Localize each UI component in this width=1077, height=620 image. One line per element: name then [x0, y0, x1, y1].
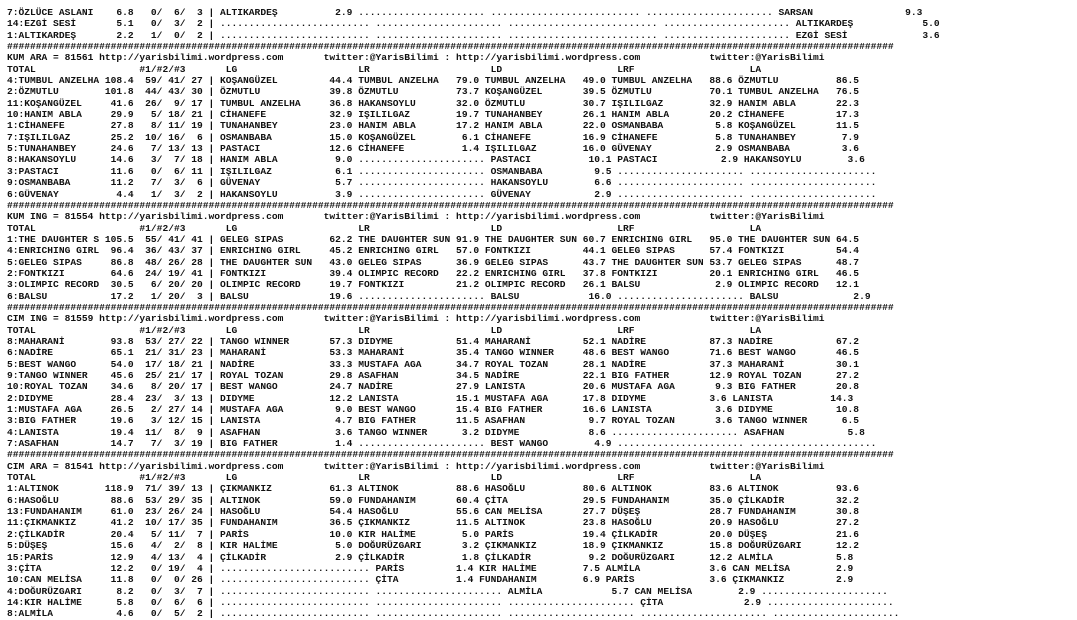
separator-line: ##########################################################################################################################################################	[7, 449, 894, 461]
separator-line: ##########################################################################################################################################################	[7, 41, 894, 53]
race-header-line: CIM ARA = 81541 http://yarisbilimi.wordpress.com twitter:@YarisBilimi : http://yarisbilimi.wordpress.com twitter:@YarisBilimi	[7, 460, 825, 472]
runner-row: 5:GELEG SIPAS 86.8 48/ 26/ 28 | THE DAUGHTER SUN 43.0 GELEG SIPAS 36.9 GELEG SIPAS 43.7 THE DAUGHTER SUN 53.7 GELEG SIPAS 48.7	[7, 256, 860, 268]
runner-row: 5:DÜŞEŞ 15.6 4/ 2/ 8 | KIR HALİME 5.0 DOĞURÜZGARI 3.2 ÇIKMANKIZ 18.9 ÇIKMANKIZ 15.8 DOĞURÜZGARI 12.2	[7, 540, 860, 552]
runner-row: 4:TUMBUL ANZELHA 108.4 59/ 41/ 27 | KOŞANGÜZEL 44.4 TUMBUL ANZELHA 79.0 TUMBUL ANZELHA 49.0 TUMBUL ANZELHA 88.6 ÖZMUTLU 86.5	[7, 75, 860, 87]
column-header-line: TOTAL #1/#2/#3 LG LR LD LRF LA	[7, 472, 762, 484]
runner-row: 1:ALTIKARDEŞ 2.2 1/ 0/ 2 | .......................... ...................... .......................... ...................... EZGİ SESİ 3.6	[7, 29, 940, 41]
runner-row: 3:OLIMPIC RECORD 30.5 6/ 20/ 20 | OLIMPIC RECORD 19.7 FONTKIZI 21.2 OLIMPIC RECORD 26.1 BALSU 2.9 OLIMPIC RECORD 12.1	[7, 279, 860, 291]
race-header-line: KUM ARA = 81561 http://yarisbilimi.wordpress.com twitter:@YarisBilimi : http://yarisbilimi.wordpress.com twitter:@YarisBilimi	[7, 52, 825, 64]
runner-row: 2:FONTKIZI 64.6 24/ 19/ 41 | FONTKIZI 39.4 OLIMPIC RECORD 22.2 ENRICHING GIRL 37.8 FONTKIZI 20.1 ENRICHING GIRL 46.5	[7, 267, 860, 279]
runner-row: 2:ÇİLKADİR 20.4 5/ 11/ 7 | PARİS 10.0 KIR HALİME 5.0 PARİS 19.4 ÇİLKADİR 20.0 DÜŞEŞ 21.6	[7, 528, 860, 540]
runner-row: 3:PASTACI 11.6 0/ 6/ 11 | IŞILILGAZ 6.1 ...................... OSMANBABA 9.5 ...................... ......................	[7, 165, 877, 177]
race-header-line: KUM ING = 81554 http://yarisbilimi.wordpress.com twitter:@YarisBilimi : http://yarisbilimi.wordpress.com twitter:@YarisBilimi	[7, 211, 825, 223]
runner-row: 7:IŞILILGAZ 25.2 10/ 16/ 6 | OSMANBABA 15.0 KOŞANGÜZEL 6.1 CİHANEFE 16.9 CİHANEFE 5.8 TUNAHANBEY 7.9	[7, 131, 860, 143]
separator-line: ##########################################################################################################################################################	[7, 301, 894, 313]
runner-row: 8:HAKANSOYLU 14.6 3/ 7/ 18 | HANIM ABLA 9.0 ...................... PASTACI 10.1 PASTACI 2.9 HAKANSOYLU 3.6	[7, 154, 865, 166]
runner-row: 7:ASAFHAN 14.7 7/ 3/ 19 | BIG FATHER 1.4 ...................... BEST WANGO 4.9 ...................... ......................	[7, 438, 877, 450]
runner-row: 1:ALTINOK 118.9 71/ 39/ 13 | ÇIKMANKIZ 61.3 ALTINOK 88.6 HASOĞLU 80.6 ALTINOK 83.6 ALTINOK 93.6	[7, 483, 860, 495]
separator-line: ##########################################################################################################################################################	[7, 199, 894, 211]
runner-row: 4:LANISTA 19.4 11/ 8/ 9 | ASAFHAN 3.6 TANGO WINNER 3.2 DIDYME 8.6 ...................... ASAFHAN 5.8	[7, 426, 865, 438]
runner-row: 9:TANGO WINNER 45.6 25/ 21/ 17 | ROYAL TOZAN 29.8 ASAFHAN 34.5 NADİRE 22.1 BIG FATHER 12.9 ROYAL TOZAN 27.2	[7, 370, 860, 381]
runner-row: 2:ÖZMUTLU 101.8 44/ 43/ 30 | ÖZMUTLU 39.8 ÖZMUTLU 73.7 KOŞANGÜZEL 39.5 ÖZMUTLU 70.1 TUMBUL ANZELHA 76.5	[7, 86, 860, 98]
runner-row: 5:BEST WANGO 54.0 17/ 18/ 21 | NADİRE 33.3 MUSTAFA AGA 34.7 ROYAL TOZAN 28.1 NADİRE 37.3 MAHARANİ 30.1	[7, 358, 860, 370]
column-header-line: TOTAL #1/#2/#3 LG LR LD LRF LA	[7, 324, 762, 336]
race-header-line: CIM ING = 81559 http://yarisbilimi.wordpress.com twitter:@YarisBilimi : http://yarisbilimi.wordpress.com twitter:@YarisBilimi	[7, 313, 825, 325]
runner-row: 4:DOĞURÜZGARI 8.2 0/ 3/ 7 | .......................... ...................... ALMİLA 5.7 CAN MELİSA 2.9 ......................	[7, 585, 888, 597]
runner-row: 11:KOŞANGÜZEL 41.6 26/ 9/ 17 | TUMBUL ANZELHA 36.8 HAKANSOYLU 32.0 ÖZMUTLU 30.7 IŞILILGAZ 32.9 HANIM ABLA 22.3	[7, 97, 860, 109]
runner-row: 6:NADİRE 65.1 21/ 31/ 23 | MAHARANİ 53.3 MAHARANİ 35.4 TANGO WINNER 48.6 BEST WANGO 71.6 BEST WANGO 46.5	[7, 347, 860, 359]
runner-row: 2:DIDYME 28.4 23/ 3/ 13 | DIDYME 12.2 LANISTA 15.1 MUSTAFA AGA 17.8 DIDYME 3.6 LANISTA 14.3	[7, 392, 854, 404]
runner-row: 11:ÇIKMANKIZ 41.2 10/ 17/ 35 | FUNDAHANIM 36.5 ÇIKMANKIZ 11.5 ALTINOK 23.8 HASOĞLU 20.9 HASOĞLU 27.2	[7, 517, 860, 529]
column-header-line: TOTAL #1/#2/#3 LG LR LD LRF LA	[7, 222, 762, 234]
runner-row: 14:KIR HALİME 5.8 0/ 6/ 6 | .......................... ...................... ...................... ÇİTA 2.9 ......................	[7, 596, 894, 608]
runner-row: 6:BALSU 17.2 1/ 20/ 3 | BALSU 19.6 ...................... BALSU 16.0 ...................... BALSU 2.9	[7, 290, 871, 302]
runner-row: 9:OSMANBABA 11.2 7/ 3/ 6 | GÜVENAY 5.7 ...................... HAKANSOYLU 6.6 ...................... ......................	[7, 177, 877, 189]
runner-row: 8:MAHARANİ 93.8 53/ 27/ 22 | TANGO WINNER 57.3 DIDYME 51.4 MAHARANİ 52.1 NADİRE 87.3 NADİRE 67.2	[7, 335, 860, 347]
runner-row: 8:ALMİLA 4.6 0/ 5/ 2 | .......................... ...................... ...................... ...................... ......................	[7, 608, 900, 620]
runner-row: 7:ÖZLÜCE ASLANI 6.8 0/ 6/ 3 | ALTIKARDEŞ 2.9 ...................... .......................... ...................... SARSAN 9.3	[7, 7, 923, 18]
runner-row: 10:CAN MELİSA 11.8 0/ 0/ 26 | .......................... ÇİTA 1.4 FUNDAHANIM 6.9 PARİS 3.6 ÇIKMANKIZ 2.9	[7, 574, 854, 586]
runner-row: 10:HANIM ABLA 29.9 5/ 18/ 21 | CİHANEFE 32.9 IŞILILGAZ 19.7 TUNAHANBEY 26.1 HANIM ABLA 20.2 CİHANEFE 17.3	[7, 109, 860, 121]
runner-row: 1:THE DAUGHTER S 105.5 55/ 41/ 41 | GELEG SIPAS 62.2 THE DAUGHTER SUN 91.9 THE DAUGHTER SUN 60.7 ENRICHING GIRL 95.0 THE DAUGHTER SUN 64.5	[7, 233, 860, 245]
runner-row: 15:PARİS 12.9 4/ 13/ 4 | ÇİLKADİR 2.9 ÇİLKADİR 1.8 ÇİLKADİR 9.2 DOĞURÜZGARI 12.2 ALMİLA 5.8	[7, 551, 854, 563]
runner-row: 3:BIG FATHER 19.6 3/ 12/ 15 | LANISTA 4.7 BIG FATHER 11.5 ASAFHAN 9.7 ROYAL TOZAN 3.6 TANGO WINNER 6.5	[7, 415, 860, 427]
runner-row: 4:ENRICHING GIRL 96.4 36/ 43/ 37 | ENRICHING GIRL 45.2 ENRICHING GIRL 57.0 FONTKIZI 44.1 GELEG SIPAS 57.4 FONTKIZI 54.4	[7, 245, 860, 257]
runner-row: 6:HASOĞLU 88.6 53/ 29/ 35 | ALTINOK 59.0 FUNDAHANIM 60.4 ÇİTA 29.5 FUNDAHANIM 35.0 ÇİLKADİR 32.2	[7, 494, 860, 506]
column-header-line: TOTAL #1/#2/#3 LG LR LD LRF LA	[7, 63, 762, 75]
runner-row: 1:MUSTAFA AGA 26.5 2/ 27/ 14 | MUSTAFA AGA 9.0 BEST WANGO 15.4 BIG FATHER 16.6 LANISTA 3.6 DIDYME 10.8	[7, 404, 860, 416]
runner-row: 1:CİHANEFE 27.8 8/ 11/ 19 | TUNAHANBEY 23.0 HANIM ABLA 17.2 HANIM ABLA 22.0 OSMANBABA 5.8 KOŞANGÜZEL 11.5	[7, 120, 860, 132]
runner-row: 5:TUNAHANBEY 24.6 7/ 13/ 13 | PASTACI 12.6 CİHANEFE 1.4 IŞILILGAZ 16.0 GÜVENAY 2.9 OSMANBABA 3.6	[7, 143, 860, 155]
runner-row: 13:FUNDAHANIM 61.0 23/ 26/ 24 | HASOĞLU 54.4 HASOĞLU 55.6 CAN MELİSA 27.7 DÜŞEŞ 28.7 FUNDAHANIM 30.8	[7, 506, 860, 518]
runner-row: 10:ROYAL TOZAN 34.6 8/ 20/ 17 | BEST WANGO 24.7 NADİRE 27.9 LANISTA 20.6 MUSTAFA AGA 9.3 BIG FATHER 20.8	[7, 381, 860, 393]
runner-row: 14:EZGİ SESİ 5.1 0/ 3/ 2 | .......................... ...................... .......................... ...................... ALTIKARDEŞ 5.0	[7, 18, 940, 30]
runner-row: 6:GÜVENAY 4.4 1/ 3/ 2 | HAKANSOYLU 3.9 ...................... GÜVENAY 2.9 ...................... ......................	[7, 188, 877, 200]
runner-row: 3:ÇİTA 12.2 0/ 19/ 4 | .......................... PARİS 1.4 KIR HALİME 7.5 ALMİLA 3.6 CAN MELİSA 2.9	[7, 562, 854, 574]
